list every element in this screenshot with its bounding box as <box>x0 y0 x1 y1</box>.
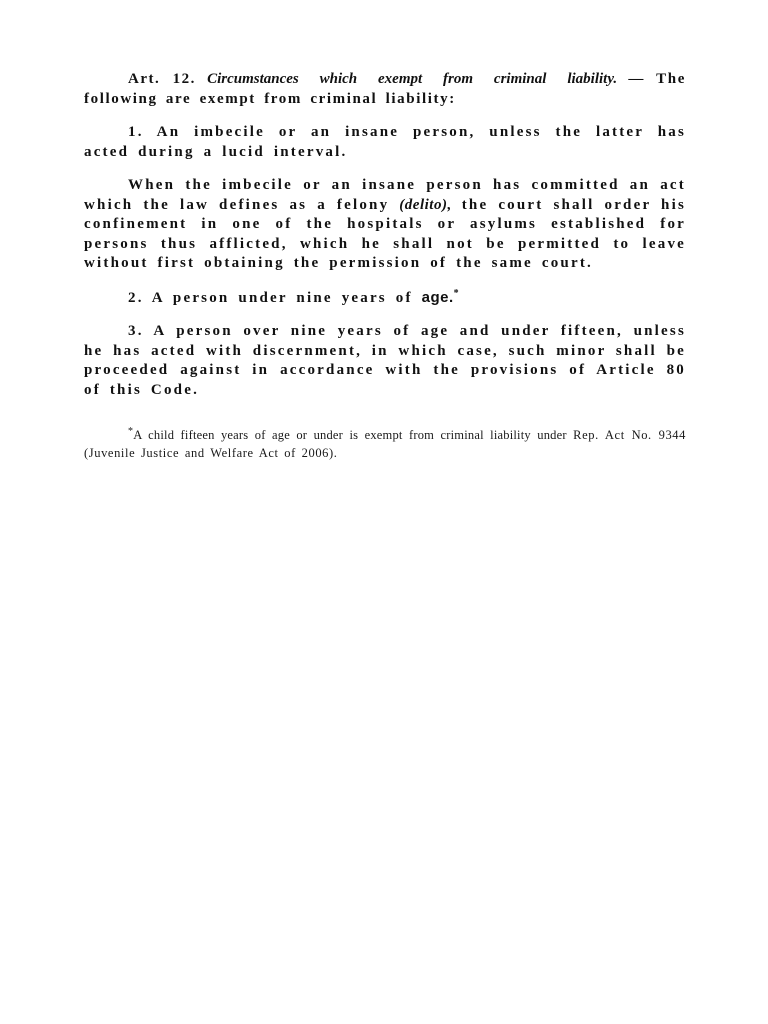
article-number: Art. 12. <box>128 71 196 87</box>
footnote-text-citation: Rep. Act No. 9344 (Juvenile Justice and Welfare Act of 2006). <box>84 428 686 460</box>
paragraph-item-3: 3. A person over nine years of age and under fifteen, unless he has acted with discernment, in which case, such minor shall be proceeded against in accordance with the provisions of Article 80 of this Code. <box>84 323 686 398</box>
footnote <box>84 426 686 462</box>
paragraph-confinement <box>84 176 686 274</box>
article-heading <box>84 70 686 109</box>
paragraph-item-2 <box>84 288 686 309</box>
article-title: Circumstances which exempt from criminal liability. <box>207 71 618 87</box>
delito-term: (delito), <box>399 196 452 213</box>
document-page <box>84 70 686 462</box>
paragraph-confinement-part2: the court shall order his confinement in one of the hospitals or asylums established for persons thus afflicted, which he shall not be permitted to leave without first obtaining the permission of the same court. <box>84 196 686 271</box>
footnote-reference-mark: * <box>453 287 461 299</box>
paragraph-item-2-text: 2. A person under nine years of <box>128 289 422 306</box>
paragraph-confinement-part1: When the imbecile or an insane person has committed an act which the law defines as a felony <box>84 177 686 213</box>
article-intro: — The following are exempt from criminal liability: <box>84 71 686 107</box>
footnote-text: A child fifteen years of age or under is exempt from criminal liability under <box>133 428 574 442</box>
age-word: age. <box>421 288 454 306</box>
paragraph-item-1: 1. An imbecile or an insane person, unless the latter has acted during a lucid interval. <box>84 124 686 160</box>
footnote-mark: * <box>128 425 134 437</box>
